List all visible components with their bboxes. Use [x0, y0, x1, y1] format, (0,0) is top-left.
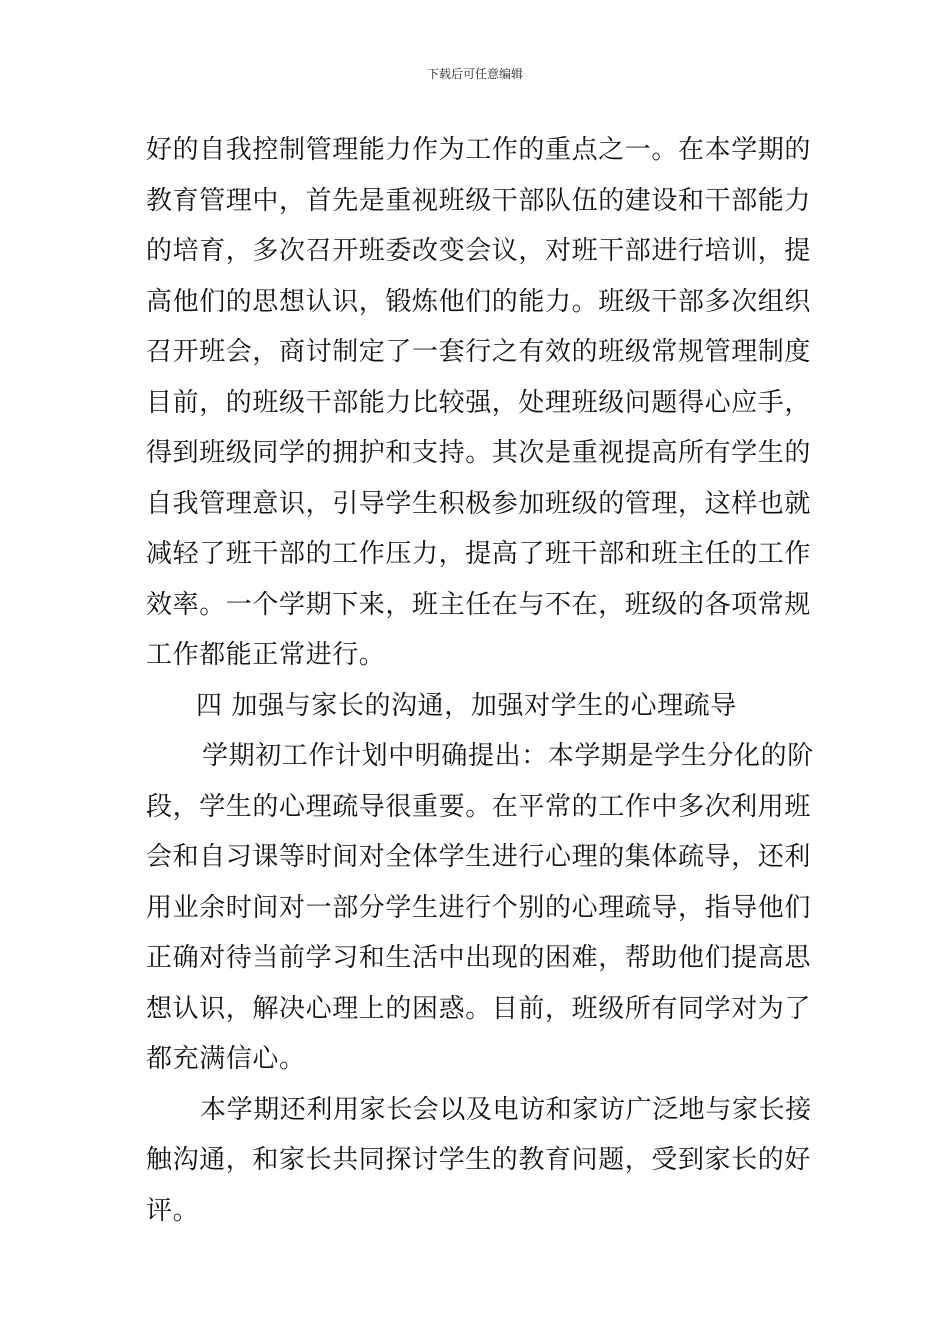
text-line: 触沟通，和家长共同探讨学生的教育问题，受到家长的好 — [146, 1145, 812, 1175]
text-line: 召开班会，商讨制定了一套行之有效的班级常规管理制度 — [146, 337, 812, 367]
text-line: 减轻了班干部的工作压力，提高了班干部和班主任的工作 — [146, 539, 812, 569]
paragraph-parent-communication — [146, 1085, 812, 1237]
text-line: 段，学生的心理疏导很重要。在平常的工作中多次利用班 — [146, 791, 812, 822]
text-line: 都充满信心。 — [146, 1044, 306, 1074]
paragraph-psychological-guidance — [146, 731, 814, 1085]
text-line: 会和自习课等时间对全体学生进行心理的集体疏导，还利 — [146, 842, 812, 872]
paragraph-class-management — [146, 125, 812, 681]
text-line: 自我管理意识，引导学生积极参加班级的管理，这样也就 — [146, 488, 812, 519]
text-line: 学期初工作计划中明确提出：本学期是学生分化的阶 — [202, 741, 814, 771]
text-line: 高他们的思想认识，锻炼他们的能力。班级干部多次组织 — [146, 286, 812, 317]
text-line: 教育管理中，首先是重视班级干部队伍的建设和干部能力 — [146, 185, 812, 216]
text-line: 目前，的班级干部能力比较强，处理班级问题得心应手， — [146, 387, 812, 418]
text-line: 用业余时间对一部分学生进行个别的心理疏导，指导他们 — [146, 892, 812, 923]
text-line: 正确对待当前学习和生活中出现的困难，帮助他们提高思 — [146, 943, 812, 973]
page-header-note: 下载后可任意编辑 — [426, 67, 523, 81]
text-line: 得到班级同学的拥护和支持。其次是重视提高所有学生的 — [146, 438, 812, 468]
text-line: 效率。一个学期下来，班主任在与不在，班级的各项常规 — [146, 589, 812, 620]
text-line: 工作都能正常进行。 — [146, 640, 386, 670]
section-heading: 四 加强与家长的沟通，加强对学生的心理疏导 — [196, 690, 737, 721]
text-line: 好的自我控制管理能力作为工作的重点之一。在本学期的 — [146, 135, 812, 165]
text-line: 的培育，多次召开班委改变会议，对班干部进行培训，提 — [146, 236, 812, 266]
text-line: 想认识，解决心理上的困惑。目前，班级所有同学对为了 — [146, 993, 812, 1024]
text-line: 评。 — [146, 1195, 200, 1226]
text-line: 本学期还利用家长会以及电访和家访广泛地与家长接 — [200, 1094, 812, 1125]
document-body — [146, 125, 814, 1236]
